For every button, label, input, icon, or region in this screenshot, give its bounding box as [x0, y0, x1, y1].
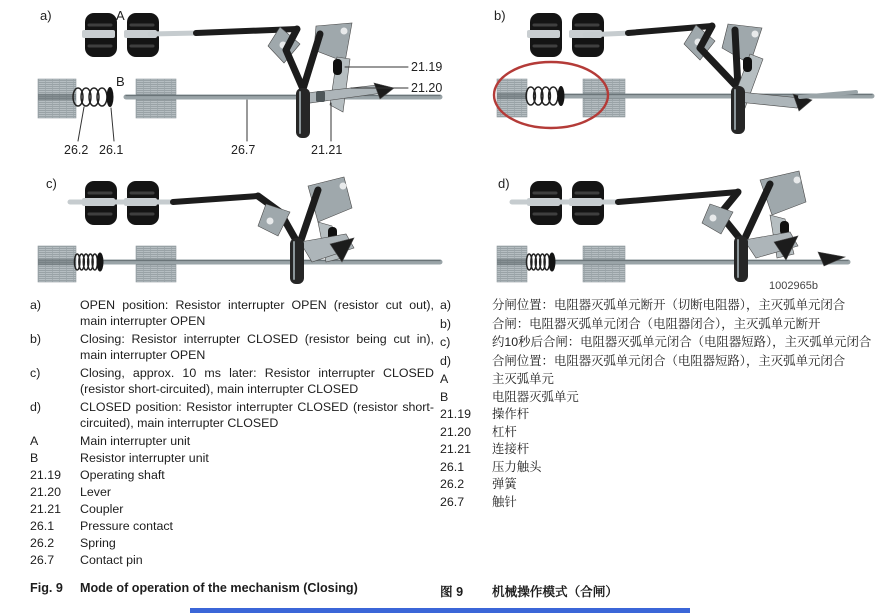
callout-26-1: 26.1 [99, 143, 124, 157]
legend-desc: 主灭弧单元 [492, 372, 554, 386]
legend-row [30, 399, 434, 431]
legend-desc: Main interrupter unit [80, 434, 191, 448]
legend-row [440, 441, 876, 458]
legend-row [440, 334, 876, 351]
legend-row [440, 371, 876, 388]
panel-a-drawing [38, 13, 443, 141]
legend-desc: Closing, approx. 10 ms later: Resistor interrupter CLOSED (resistor short-circuited), main interrupter CLOSED [80, 366, 434, 396]
panel-c-drawing [38, 177, 440, 284]
legend-row [30, 501, 434, 517]
legend-term: 21.20 [30, 485, 62, 499]
legend-row [30, 484, 434, 500]
legend-desc: Contact pin [80, 553, 143, 567]
legend-term: a) [440, 298, 452, 312]
legend-term: 26.1 [30, 519, 55, 533]
legend-term: c) [30, 366, 41, 380]
legend-chinese [440, 297, 876, 511]
legend-term: 26.1 [440, 459, 465, 474]
legend-desc: Spring [80, 536, 116, 550]
legend-row [30, 331, 434, 363]
legend-desc: 弹簧 [492, 477, 517, 491]
legend-row [440, 459, 876, 476]
panel-label-b: b) [494, 8, 506, 23]
legend-desc: Operating shaft [80, 468, 165, 482]
legend-term: c) [440, 335, 451, 349]
legend-row [440, 316, 876, 333]
legend-term: 26.7 [30, 553, 55, 567]
callout-21-20: 21.20 [411, 81, 443, 95]
panel-label-d: d) [498, 176, 510, 191]
legend-term: 26.2 [440, 477, 465, 491]
callout-26-2: 26.2 [64, 143, 89, 157]
legend-row [30, 467, 434, 483]
panel-b-drawing [494, 13, 872, 134]
callout-21-21: 21.21 [311, 143, 343, 157]
legend-term: b) [30, 332, 42, 346]
legend-desc: Coupler [80, 502, 124, 516]
legend-desc: 合闸位置：电阻器灭弧单元闭合（电阻器短路），主灭弧单元闭合 [492, 353, 846, 368]
legend-row [440, 389, 876, 406]
legend-term: 21.19 [30, 468, 62, 482]
legend-row [440, 476, 876, 493]
legend-term: b) [440, 316, 452, 331]
legend-desc: 触针 [492, 494, 517, 509]
legend-row [30, 433, 434, 449]
legend-desc: CLOSED position: Resistor interrupter CLOSED (resistor short-circuited), main interrupter CLOSED [80, 400, 434, 430]
legend-desc: OPEN position: Resistor interrupter OPEN (resistor cut out), main interrupter OPEN [80, 298, 434, 328]
legend-term: 21.21 [30, 502, 62, 516]
legend-term: A [30, 434, 39, 448]
panel-label-a: a) [40, 8, 52, 23]
mechanism-figure [0, 0, 881, 302]
legend-term: 21.20 [440, 424, 472, 439]
legend-desc: 杠杆 [492, 424, 517, 439]
legend-term: 26.2 [30, 536, 55, 550]
legend-term: B [30, 451, 39, 465]
panel-d-drawing [497, 171, 848, 282]
legend-row [440, 353, 876, 370]
caption-text: Mode of operation of the mechanism (Closing) [80, 581, 358, 595]
marker-main-interrupter: A [116, 8, 125, 23]
legend-row [440, 494, 876, 511]
callout-21-19: 21.19 [411, 60, 443, 74]
legend-term: a) [30, 298, 42, 312]
legend-desc: 电阻器灭弧单元 [492, 389, 579, 404]
legend-term: B [440, 389, 449, 404]
figure-area [0, 0, 881, 302]
legend-term: d) [30, 400, 42, 414]
legend-desc: Resistor interrupter unit [80, 451, 209, 465]
caption-label: Fig. 9 [30, 581, 63, 595]
legend-row [440, 406, 876, 423]
legend-term: 21.21 [440, 442, 472, 456]
panel-label-c: c) [46, 176, 57, 191]
legend-row [30, 365, 434, 397]
legend-row [30, 450, 434, 466]
legend-term: d) [440, 353, 452, 368]
legend-term: 21.19 [440, 407, 472, 421]
caption-label: 图 9 [440, 585, 464, 599]
legend-term: A [440, 372, 449, 386]
figure-caption-chinese [440, 581, 876, 600]
legend-row [30, 552, 434, 568]
callout-26-7: 26.7 [231, 143, 256, 157]
legend-desc: 操作杆 [492, 407, 530, 421]
marker-resistor-interrupter: B [116, 74, 125, 89]
legend-term: 26.7 [440, 494, 465, 509]
figure-caption-english [30, 581, 434, 595]
caption-text: 机械操作模式（合闸） [492, 585, 618, 599]
legend-row [440, 297, 876, 314]
legend-row [30, 535, 434, 551]
legend-desc: 合闸：电阻器灭弧单元闭合（电阻器闭合），主灭弧单元断开 [492, 316, 821, 331]
bottom-blue-bar [190, 608, 690, 613]
legend-english [30, 297, 434, 569]
drawing-id: 1002965b [769, 280, 818, 292]
legend-row [30, 518, 434, 534]
legend-desc: 分闸位置：电阻器灭弧单元断开（切断电阻器），主灭弧单元闭合 [492, 298, 846, 312]
legend-desc: 连接杆 [492, 442, 530, 456]
legend-desc: Lever [80, 485, 111, 499]
legend-desc: 压力触头 [492, 459, 542, 474]
legend-desc: Pressure contact [80, 519, 173, 533]
legend-desc: Closing: Resistor interrupter CLOSED (resistor being cut in), main interrupter OPEN [80, 332, 434, 362]
legend-desc: 约10秒后合闸：电阻器灭弧单元闭合（电阻器短路），主灭弧单元闭合 [492, 335, 872, 349]
legend-row [30, 297, 434, 329]
legend-row [440, 424, 876, 441]
